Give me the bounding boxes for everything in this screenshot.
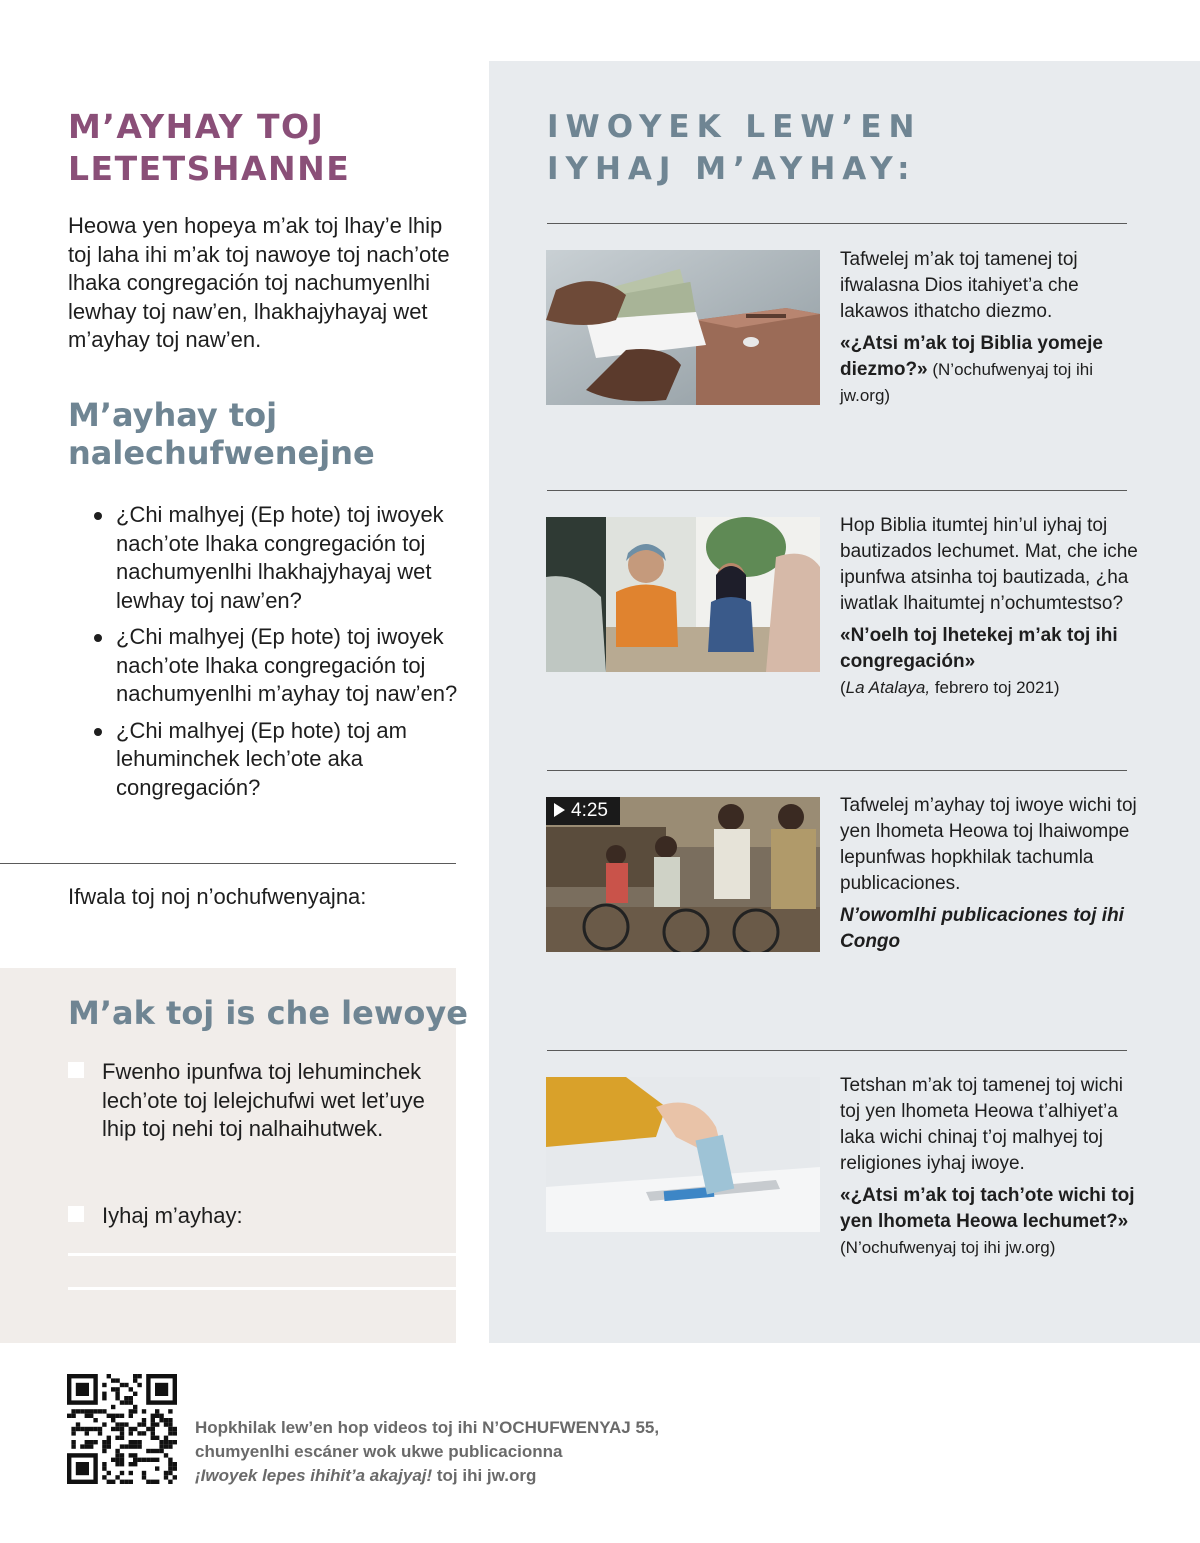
- checkbox[interactable]: [68, 1206, 84, 1222]
- resources-heading: [547, 106, 1147, 190]
- action-checkbox-label: Fwenho ipunfwa toj lehuminchek lech’ote toj lelejchufwi wet let’uye lhip toj nehi toj nalhaihutwek.: [102, 1059, 425, 1141]
- resource-source: [840, 623, 1140, 701]
- resource-divider: [547, 770, 1127, 771]
- resource-link[interactable]: «N’oelh toj lhetekej m’ak toj ihi congregación»: [840, 625, 1118, 672]
- action-heading: M’ak toj is che lewoye: [68, 994, 468, 1032]
- bible-study-image[interactable]: [546, 517, 820, 672]
- resource-description: Hop Biblia itumtej hin’ul iyhaj toj bautizados lechumet. Mat, che iche ipunfwa atsinha toj bautizada, ¿ha iwatlak lhaitumtej n’ochumtestso?: [840, 515, 1138, 614]
- footer-publication: ¡Iwoyek lepes ihihit’a akajyaj!: [195, 1466, 433, 1485]
- intro-paragraph: Heowa yen hopeya m’ak toj lhay’e lhip toj laha ihi m’ak toj nawoye toj nach’ote lhaka congregación toj nachumyenlhi lewhay toj naw’en, lhakhajyhayaj wet m’ayhay toj naw’en.: [68, 213, 450, 352]
- checkbox[interactable]: [68, 1062, 84, 1078]
- discussion-question: [92, 501, 462, 615]
- resource-link[interactable]: N’owomlhi publicaciones toj ihi Congo: [840, 905, 1124, 952]
- action-checkbox-item[interactable]: [68, 1058, 428, 1144]
- discussion-question-text: ¿Chi malhyej (Ep hote) toj iwoyek nach’ote lhaka congregación toj nachumyenlhi m’ayhay toj naw’en?: [116, 624, 458, 706]
- discussion-question: [92, 717, 462, 803]
- video-duration: 4:25: [571, 800, 608, 821]
- footer-note: [195, 1416, 715, 1488]
- notes-label: Ifwala toj noj n’ochufwenyajna:: [68, 884, 367, 909]
- footer-line-2: chumyenlhi escáner wok ukwe publicacionna: [195, 1442, 563, 1461]
- action-checkbox-label: Iyhaj m’ayhay:: [102, 1203, 243, 1228]
- footer-line-1: Hopkhilak lew’en hop videos toj ihi N’OCHUFWENYAJ 55,: [195, 1418, 660, 1437]
- resource-link[interactable]: «¿Atsi m’ak toj tach’ote wichi toj yen lhometa Heowa lechumet?»: [840, 1185, 1135, 1232]
- discussion-heading-line-1: M’ayhay toj: [68, 396, 278, 434]
- resource-item: [840, 513, 1140, 701]
- discussion-question-text: ¿Chi malhyej (Ep hote) toj am lehuminchek lech’ote aka congregación?: [116, 717, 407, 800]
- resource-source: [840, 331, 1140, 409]
- publication-title: La Atalaya,: [845, 678, 931, 697]
- resource-source-note: (La Atalaya, febrero toj 2021): [840, 678, 1060, 697]
- play-icon: [554, 803, 565, 817]
- discussion-question-list: [92, 501, 462, 810]
- discussion-question: [92, 623, 462, 709]
- congo-video-thumbnail[interactable]: [546, 797, 820, 952]
- resource-divider: [547, 223, 1127, 224]
- resource-item: [840, 247, 1140, 409]
- resource-source: [840, 1183, 1140, 1261]
- resource-divider: [547, 1050, 1127, 1051]
- publication-date: febrero toj 2021): [930, 678, 1060, 697]
- discussion-heading: [68, 396, 448, 472]
- resource-item: [840, 1073, 1140, 1261]
- discussion-heading-line-2: nalechufwenejne: [68, 434, 375, 472]
- resource-description: Tetshan m’ak toj tamenej toj wichi toj yen lhometa Heowa t’alhiyet’a laka wichi chinaj t’oj malhyej toj religiones iyhaj iwoye.: [840, 1075, 1124, 1174]
- tithe-envelope-image[interactable]: [546, 250, 820, 405]
- footer-line-3: toj ihi jw.org: [432, 1466, 537, 1485]
- resource-source: [840, 903, 1140, 955]
- resources-heading-line-2: IYHAJ M’AYHAY:: [547, 151, 917, 187]
- page-title-line-2: LETETSHANNE: [68, 149, 351, 188]
- resource-description: Tafwelej m’ak toj tamenej toj ifwalasna Dios itahiyet’a che lakawos ithatcho diezmo.: [840, 249, 1079, 322]
- write-in-line[interactable]: [68, 1287, 456, 1290]
- resource-description: Tafwelej m’ayhay toj iwoye wichi toj yen lhometa Heowa toj lhaiwompe lepunfwas hopkhilak tachumla publicaciones.: [840, 795, 1137, 894]
- video-duration-badge[interactable]: [546, 797, 620, 825]
- bullet-icon: [94, 634, 102, 642]
- resource-item: [840, 793, 1140, 955]
- resources-heading-line-1: IWOYEK LEW’EN: [547, 109, 922, 145]
- section-divider: [0, 863, 456, 864]
- resource-divider: [547, 490, 1127, 491]
- action-checkbox-item[interactable]: [68, 1202, 428, 1231]
- write-in-line[interactable]: [68, 1253, 456, 1256]
- resource-source-note: (N’ochufwenyaj toj ihi jw.org): [840, 1238, 1056, 1257]
- qr-code-icon[interactable]: [67, 1374, 177, 1484]
- discussion-question-text: ¿Chi malhyej (Ep hote) toj iwoyek nach’ote lhaka congregación toj nachumyenlhi lhakhajyhayaj wet lewhay toj naw’en?: [116, 502, 444, 613]
- resource-link[interactable]: «¿Atsi m’ak toj Biblia yomeje diezmo?»: [840, 333, 1103, 380]
- bullet-icon: [94, 512, 102, 520]
- page-title: [68, 106, 448, 190]
- resource-source-note: (N’ochufwenyaj toj ihi jw.org): [840, 360, 1093, 405]
- donation-box-image[interactable]: [546, 1077, 820, 1232]
- bullet-icon: [94, 728, 102, 736]
- page-title-line-1: M’AYHAY TOJ: [68, 107, 325, 146]
